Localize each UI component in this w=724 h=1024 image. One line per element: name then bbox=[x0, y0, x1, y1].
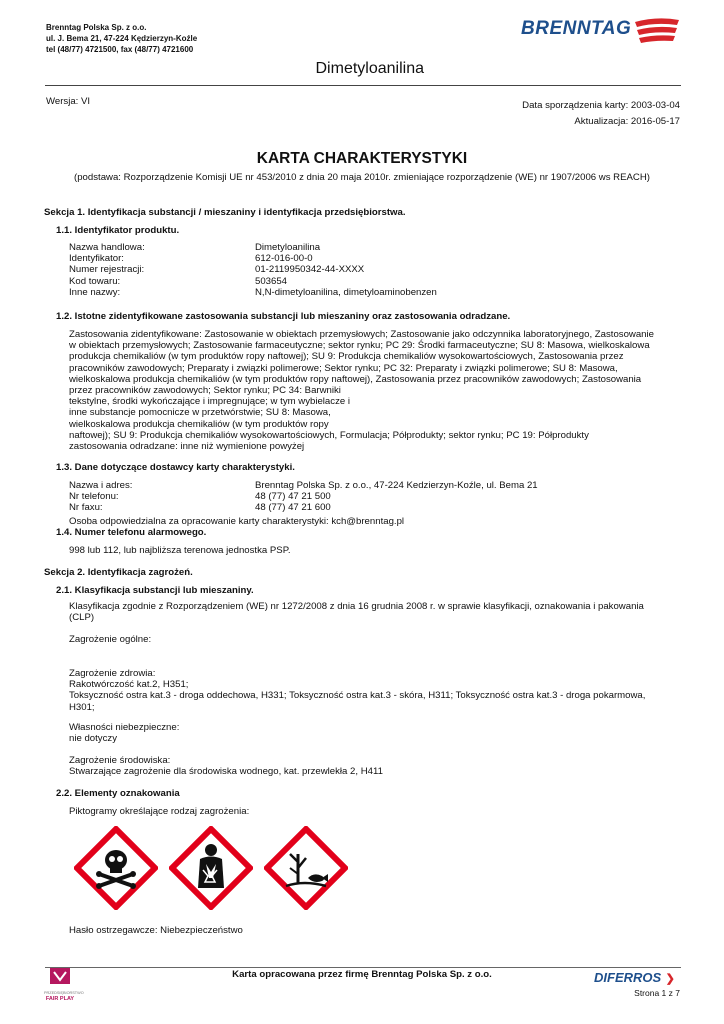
identified-uses-text bbox=[69, 329, 689, 452]
row-value: N,N-dimetyloanilina, dimetyloaminobenzen bbox=[255, 286, 437, 298]
text-line: Toksyczność ostra kat.3 - droga oddechowa, H331; Toksyczność ostra kat.3 - skóra, H311; Toksyczność ostra kat.3 - droga pokarmowa, bbox=[69, 690, 646, 702]
emergency-phone: 998 lub 112, lub najbliższa terenowa jednostka PSP. bbox=[69, 545, 291, 556]
brenntag-swoosh-icon bbox=[633, 16, 681, 46]
text-line: Zagrożenie zdrowia: bbox=[69, 668, 156, 679]
company-name: Brenntag Polska Sp. z o.o. bbox=[46, 23, 147, 32]
company-phone: tel (48/77) 4721500, fax (48/77) 4721600 bbox=[46, 45, 194, 54]
text-line: naftowej); SU 9: Produkcja chemikaliów wysokowartościowych, Formulacja; Półprodukty; sektor rynku; PC 19: Półprodukty bbox=[69, 429, 589, 441]
table-row bbox=[69, 276, 437, 287]
row-label: Nr faxu: bbox=[69, 502, 103, 514]
text-line: w obiektach przemysłowych; Zastosowanie farmaceutyczne; sektor rynku; PC 29: Środki farmaceutyczne; SU 8: Masowa, wielkoskalowa bbox=[69, 340, 650, 352]
text-line: zastosowania odradzane: inne niż wymienione powyżej bbox=[69, 441, 305, 453]
row-value: 612-016-00-0 bbox=[255, 253, 313, 265]
text-line: tekstylne, środki wykończające i impregnujące; w tym wybielacze i bbox=[69, 396, 350, 408]
company-address bbox=[46, 22, 197, 55]
text-line: Zagrożenie środowiska: bbox=[69, 755, 171, 766]
general-hazard-label: Zagrożenie ogólne: bbox=[69, 634, 152, 645]
text-line: Własności niebezpieczne: bbox=[69, 722, 180, 733]
text-line: inne substancje pomocnicze w przetwórstwie; SU 8: Masowa, bbox=[69, 407, 331, 419]
fair-play-top-text: PRZEDSIĘBIORSTWO bbox=[44, 991, 84, 995]
header-divider bbox=[45, 85, 681, 86]
section-1-3-title: 1.3. Dane dotyczące dostawcy karty charakterystyki. bbox=[56, 462, 295, 473]
table-row bbox=[69, 480, 538, 491]
section-2-2-title: 2.2. Elementy oznakowania bbox=[56, 788, 180, 799]
row-label: Nazwa i adres: bbox=[69, 480, 133, 491]
diferros-logo-text: DIFERROS bbox=[594, 970, 662, 985]
environment-hazard-text bbox=[69, 755, 383, 777]
row-label: Inne nazwy: bbox=[69, 286, 121, 298]
row-label: Nr telefonu: bbox=[69, 491, 119, 503]
row-value: 48 (77) 47 21 500 bbox=[255, 491, 331, 503]
text-line: Rakotwórczość kat.2, H351; bbox=[69, 679, 189, 691]
row-label: Kod towaru: bbox=[69, 275, 121, 287]
table-row bbox=[69, 242, 437, 253]
product-title: Dimetyloanilina bbox=[315, 60, 424, 77]
section-1-title: Sekcja 1. Identyfikacja substancji / mieszaniny i identyfikacja przedsiębiorstwa. bbox=[44, 207, 406, 218]
brenntag-logo-text: BRENNTAG bbox=[521, 18, 632, 39]
section-1-2-title: 1.2. Istotne zidentyfikowane zastosowania substancji lub mieszaniny oraz zastosowania odradzane. bbox=[56, 311, 511, 322]
document-heading: KARTA CHARAKTERYSTYKI bbox=[256, 150, 468, 167]
row-value: Dimetyloanilina bbox=[255, 242, 321, 253]
date-updated: Aktualizacja: 2016-05-17 bbox=[574, 116, 680, 127]
table-row bbox=[69, 491, 538, 502]
pictograms-label: Piktogramy określające rodzaj zagrożenia: bbox=[69, 806, 250, 817]
health-hazard-text bbox=[69, 668, 645, 713]
text-line: (CLP) bbox=[69, 612, 95, 624]
row-value: Brenntag Polska Sp. z o.o., 47-224 Kedzierzyn-Koźle, ul. Bema 21 bbox=[255, 480, 538, 491]
row-label: Nazwa handlowa: bbox=[69, 242, 145, 253]
row-label: Identyfikator: bbox=[69, 253, 124, 265]
date-created: Data sporządzenia karty: 2003-03-04 bbox=[522, 100, 680, 111]
signal-word: Hasło ostrzegawcze: Niebezpieczeństwo bbox=[69, 925, 243, 936]
row-value: 48 (77) 47 21 600 bbox=[255, 502, 331, 514]
product-identifier-table bbox=[69, 242, 437, 298]
row-value: 01-2119950342-44-XXXX bbox=[255, 264, 365, 276]
document-basis: (podstawa: Rozporządzenie Komisji UE nr 453/2010 z dnia 20 maja 2010r. zmieniające rozporządzenie (WE) nr 1907/2006 ws REACH) bbox=[74, 172, 650, 183]
environment-icon bbox=[264, 826, 348, 910]
table-row bbox=[69, 502, 538, 513]
text-line: Klasyfikacja zgodnie z Rozporządzeniem (WE) nr 1272/2008 z dnia 16 grudnia 2008 r. w sprawie klasyfikacji, oznakowania i pakowania bbox=[69, 601, 644, 612]
text-line: H301; bbox=[69, 701, 95, 713]
brenntag-logo bbox=[521, 12, 681, 48]
section-2-1-title: 2.1. Klasyfikacja substancji lub mieszaniny. bbox=[56, 585, 254, 596]
section-1-1-title: 1.1. Identyfikator produktu. bbox=[56, 225, 180, 236]
supplier-table bbox=[69, 480, 538, 514]
section-1-4-title: 1.4. Numer telefonu alarmowego. bbox=[56, 527, 207, 538]
table-row bbox=[69, 264, 437, 275]
diferros-arrow-icon: ❯ bbox=[665, 973, 675, 985]
section-2-title: Sekcja 2. Identyfikacja zagrożeń. bbox=[44, 567, 193, 578]
text-line: pracowników zawodowych; Preparaty i związki polimerowe; Sektor rynku; PC 32: Preparaty i związki polimerowe; SU 8: Masowa, bbox=[69, 362, 618, 374]
text-line: wielkoskalowa produkcja chemikaliów (w tym produktów ropy naftowej), Zastosowania przez pracowników zawodowych; Zastosowania bbox=[69, 373, 642, 385]
classification-intro bbox=[69, 601, 644, 623]
health-hazard-icon bbox=[169, 826, 253, 910]
skull-crossbones-icon bbox=[74, 826, 158, 910]
text-line: produkcja chemikaliów (w tym produktów ropy naftowej); SU 9: Produkcja chemikaliów wysokowartościowych, Zastosowania przez bbox=[69, 351, 624, 363]
responsible-person: Osoba odpowiedzialna za opracowanie karty charakterystyki: kch@brenntag.pl bbox=[69, 516, 405, 527]
table-row bbox=[69, 287, 437, 298]
text-line: wielkoskalowa produkcja chemikaliów (w tym produktów ropy bbox=[69, 418, 329, 430]
table-row bbox=[69, 253, 437, 264]
prepared-by: Karta opracowana przez firmę Brenntag Polska Sp. z o.o. bbox=[232, 969, 492, 980]
page-number: Strona 1 z 7 bbox=[634, 988, 680, 998]
text-line: nie dotyczy bbox=[69, 733, 117, 745]
physical-hazard-text bbox=[69, 722, 179, 744]
company-street: ul. J. Bema 21, 47-224 Kędzierzyn-Koźle bbox=[46, 34, 198, 43]
text-line: Stwarzające zagrożenie dla środowiska wodnego, kat. przewlekła 2, H411 bbox=[69, 766, 383, 778]
text-line: przez pracowników zawodowych; Sektor rynku; PC 34: Barwniki bbox=[69, 385, 341, 397]
fair-play-bottom-text: FAIR PLAY bbox=[45, 996, 75, 1002]
row-value: 503654 bbox=[255, 275, 288, 287]
row-label: Numer rejestracji: bbox=[69, 264, 145, 276]
footer-divider bbox=[45, 967, 681, 968]
version-label: Wersja: VI bbox=[46, 96, 91, 107]
diferros-logo bbox=[594, 969, 675, 987]
text-line: Zastosowania zidentyfikowane: Zastosowanie w obiektach przemysłowych; Zastosowanie jako odczynnika laboratoryjnego, Zastosowanie bbox=[69, 329, 654, 340]
